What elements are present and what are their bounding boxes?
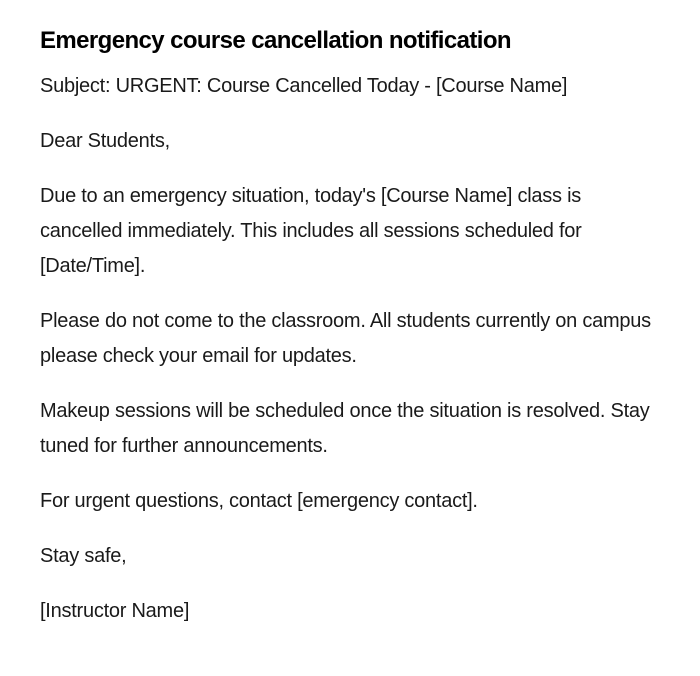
body-paragraph-cancellation: Due to an emergency situation, today's [Course Name] class is cancelled immediately. This includes all sessions scheduled for [Date/Time].: [40, 185, 582, 277]
signature: [Instructor Name]: [40, 600, 190, 622]
document-title: Emergency course cancellation notification: [40, 27, 511, 54]
email-subject: Subject: URGENT: Course Cancelled Today - [Course Name]: [40, 75, 568, 97]
body-paragraph-makeup: Makeup sessions will be scheduled once the situation is resolved. Stay tuned for further announcements.: [40, 400, 650, 457]
body-paragraph-instructions: Please do not come to the classroom. All students currently on campus please check your email for updates.: [40, 310, 651, 367]
body-paragraph-contact: For urgent questions, contact [emergency contact].: [40, 490, 478, 512]
closing: Stay safe,: [40, 545, 127, 567]
greeting: Dear Students,: [40, 130, 170, 152]
